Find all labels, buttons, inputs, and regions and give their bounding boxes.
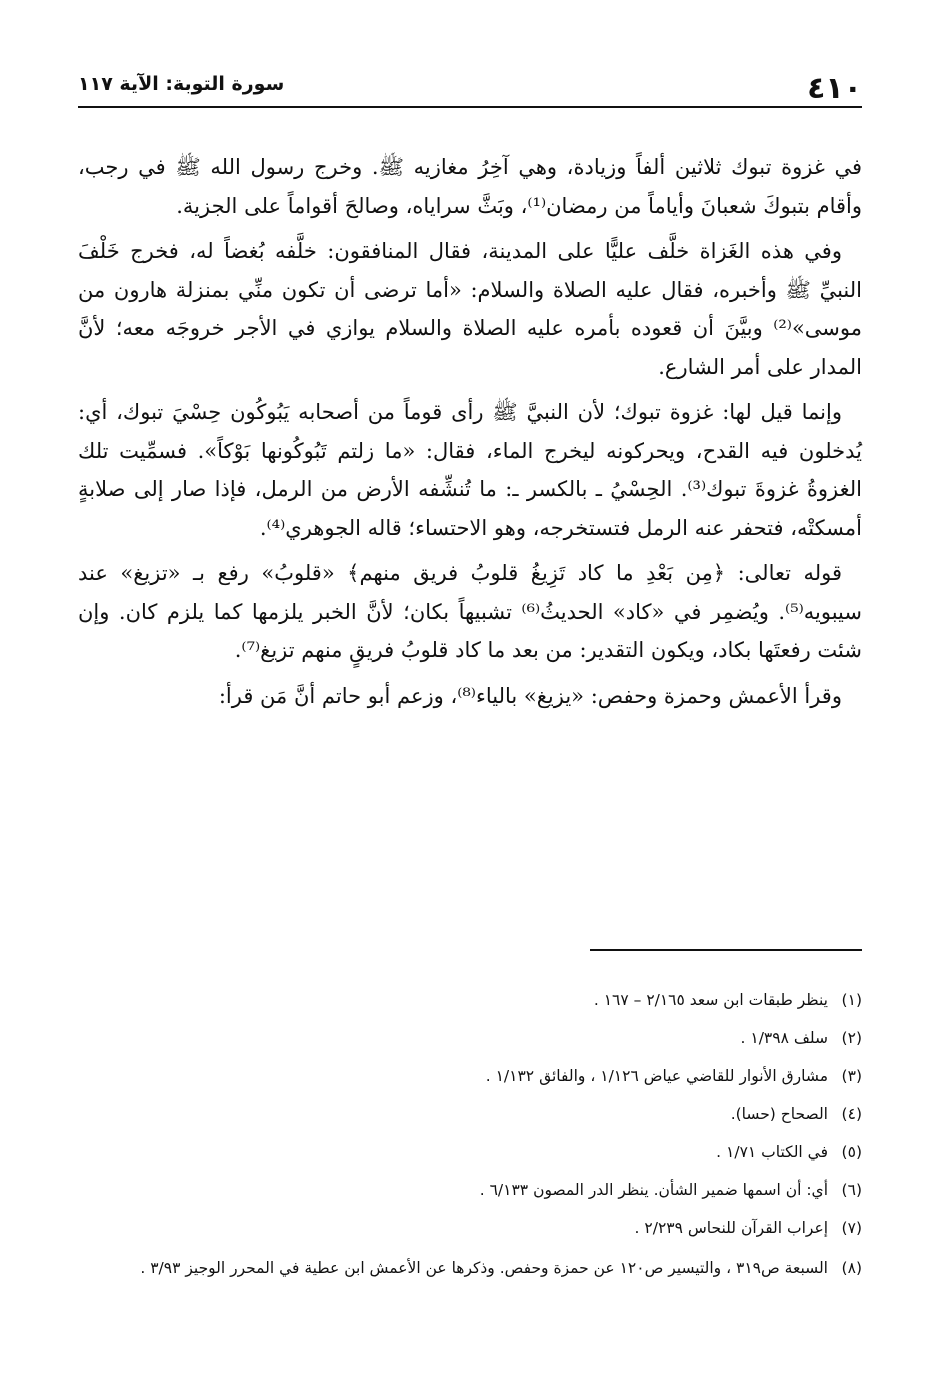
page-number: ٤١٠ [807, 71, 862, 106]
footnote-item [78, 986, 862, 1015]
surah-verse-title: سورة التوبة: الآية ١١٧ [78, 73, 285, 95]
footnote-text: الصحاح (حسا). [730, 1105, 828, 1123]
footnote-number: (٥) [841, 1143, 862, 1161]
footnote-text: مشارق الأنوار للقاضي عياض ١/١٢٦ ، والفائق ١/١٣٢ . [485, 1067, 828, 1085]
footnote-item [78, 1138, 862, 1167]
paragraph: في غزوة تبوك ثلاثين ألفاً وزيادة، وهي آخِرُ مغازيه ﷺ. وخرج رسول الله ﷺ في رجب، وأقام بتبوكَ شعبانَ وأياماً من رمضان⁽¹⁾، وبَثَّ سراياه، وصالحَ أقواماً على الجزية. [78, 155, 862, 218]
footnote-item [78, 1252, 862, 1285]
footnote-text: في الكتاب ١/٧١ . [716, 1143, 828, 1161]
footnotes-list [78, 986, 862, 1294]
running-header [78, 66, 862, 108]
footnote-number: (٦) [841, 1181, 862, 1199]
paragraph: وإنما قيل لها: غزوة تبوك؛ لأن النبيَّ ﷺ رأى قوماً من أصحابه يَبُوكُون حِسْيَ تبوك، أي: يُدخلون فيه القدح، ويحركونه ليخرج الماء، فقال: «ما زلتم تَبُوكُونها بَوْكاً». فسمِّيت تلك الغزوةُ غزوةَ تبوك⁽³⁾. الحِسْيُ ـ بالكسر ـ: ما تُنشِّفه الأرض من الرمل، فإذا صار إلى صلابةٍ أمسكتْه، فتحفر عنه الرمل فتستخرجه، وهو الاحتساء؛ قاله الجوهري⁽⁴⁾. [78, 400, 863, 540]
footnote-number: (٤) [841, 1105, 862, 1123]
footnote-item [78, 1214, 862, 1243]
footnote-text: سلف ١/٣٩٨ . [740, 1029, 828, 1047]
footnote-item [78, 1024, 862, 1053]
footnote-number: (١) [841, 991, 862, 1009]
footnote-item [78, 1176, 862, 1205]
footnote-text: أي: أن اسمها ضمير الشأن. ينظر الدر المصون ٦/١٣٣ . [479, 1181, 828, 1199]
footnote-number: (٨) [841, 1259, 862, 1277]
footnote-text: ينظر طبقات ابن سعد ٢/١٦٥ – ١٦٧ . [593, 991, 828, 1009]
footnote-number: (٣) [841, 1067, 862, 1085]
paragraph: وقرأ الأعمش وحمزة وحفص: «يزيغ» بالياء⁽⁸⁾، وزعم أبو حاتم أنَّ مَن قرأ: [218, 683, 842, 708]
footnote-text: السبعة ص٣١٩ ، والتيسير ص١٢٠ عن حمزة وحفص. وذكرها عن الأعمش ابن عطية في المحرر الوجيز ٣/٩٣ . [140, 1259, 828, 1277]
paragraph: قوله تعالى: ﴿مِن بَعْدِ ما كاد تَزِيغُ قلوبُ فريق منهم﴾ «قلوبُ» رفع بـ «تزيغ» عند سيبويه⁽⁵⁾. ويُضمِر في «كاد» الحديثُ⁽⁶⁾ تشبيهاً بكان؛ لأنَّ الخبر يلزمها كما يلزم كان. وإن شئت رفعتَها بكاد، ويكون التقدير: من بعد ما كاد قلوبُ فريقٍ منهم تزيغ⁽⁷⁾. [78, 561, 862, 662]
footnote-number: (٢) [841, 1029, 862, 1047]
footnote-item [78, 1100, 862, 1129]
footnote-number: (٧) [841, 1219, 862, 1237]
footnote-item [78, 1062, 862, 1091]
footnote-divider [590, 949, 862, 951]
paragraph: وفي هذه الغَزاة خلَّف عليًّا على المدينة، فقال المنافقون: خلَّفه بُغضاً له، فخرج خَلْفَ النبيِّ ﷺ وأخبره، فقال عليه الصلاة والسلام: «أما ترضى أن تكون منِّي بمنزلة هارون من موسى»⁽²⁾ وبيَّنَ أن قعوده بأمره عليه الصلاة والسلام يوازي في الأجر خروجَه معه؛ لأنَّ المدار على أمر الشارع. [78, 239, 862, 379]
footnote-text: إعراب القرآن للنحاس ٢/٢٣٩ . [634, 1219, 828, 1237]
main-text [78, 148, 862, 722]
